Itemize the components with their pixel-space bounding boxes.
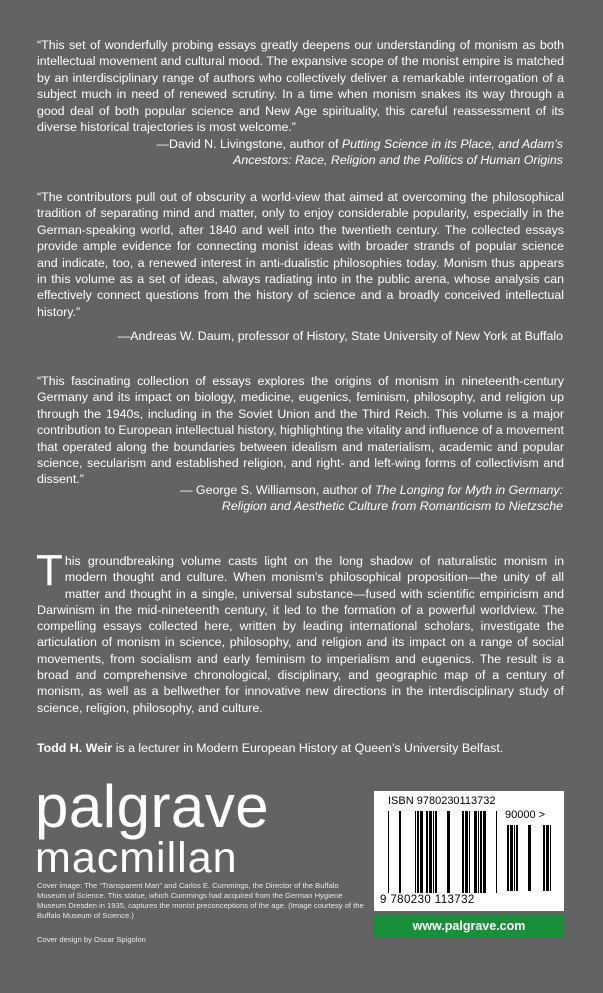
quote-2-attribution: [118, 328, 563, 344]
barcode-bar: [528, 825, 531, 891]
publisher-logo-palgrave: palgrave: [35, 773, 270, 840]
author-bio-text: is a lecturer in Modern European History at Queen’s University Belfast.: [112, 741, 504, 755]
barcode-bar: [417, 811, 419, 893]
barcode-bar: [478, 811, 479, 893]
barcode-block: [374, 791, 564, 911]
attribution-1-prefix: —David N. Livingstone, author of: [156, 137, 342, 151]
barcode-bar: [465, 811, 468, 893]
barcode-bar: [474, 811, 477, 893]
quote-1-text: “This set of wonderfully probing essays greatly deepens our understanding of monism as both intellectual movement and cultural mood. The expansive scope of the monist empire is matched by an interdisciplinary range of authors who collectively deliver a remarkable interrogation of a subject much in need of renewed scrutiny. In a time when monism snakes its way through a good deal of both popular science and New Age spirituality, this careful reassessment of its diverse historical trajectories is most welcome.”: [37, 38, 564, 135]
barcode-bar: [483, 811, 486, 893]
barcode-bar: [426, 811, 428, 893]
attribution-1-title-a: Putting Science in its Place, and Adam’s: [341, 137, 563, 151]
drop-cap: T: [36, 546, 63, 595]
quote-3-attribution: [180, 482, 563, 515]
barcode-bar: [496, 811, 497, 893]
quote-2-text: “The contributors pull out of obscurity a world-view that aimed at overcoming the philosophical tradition of separating mind and matter, only to enjoy considerable popularity, especially in the German-speaking world, after 1840 and well into the twentieth century. The collected essays provide ample evidence for connecting monist ideas with broader strands of popular science and indicate, too, a renewed interest in anti-dualistic philosophies today. Monism thus appears in this volume as a set of ideas, always radiating into in the public arena, whose analysis can effectively connect questions from the history of science and a broadly conceived intellectual history.”: [37, 190, 564, 319]
barcode-bar: [469, 811, 470, 893]
isbn-label: ISBN 9780230113732: [388, 795, 496, 807]
attribution-3-prefix: — George S. Williamson, author of: [180, 483, 375, 497]
attribution-3-title-a: The Longing for Myth in Germany:: [374, 483, 563, 497]
publisher-logo-macmillan: macmillan: [35, 834, 238, 882]
price-barcode-icon: [505, 825, 553, 891]
barcode-bar: [546, 825, 549, 891]
barcode-bar: [480, 811, 482, 893]
barcode-bar: [462, 811, 464, 893]
ean-digits: 9 780230 113732: [380, 894, 475, 906]
author-bio: [37, 740, 577, 756]
barcode-bar: [514, 825, 515, 891]
barcode-bar: [507, 825, 509, 891]
barcode-bar: [543, 825, 545, 891]
cover-design-credit: Cover design by Oscar Spigolon: [37, 935, 146, 944]
quote-3-text: “This fascinating collection of essays explores the origins of monism in nineteenth-century Germany and its impact on biology, medicine, eugenics, feminism, philosophy, and religion up through the 1940s, including in the Soviet Union and the Third Reich. This volume is a major contribution to European intellectual history, highlighting the vitality and influence of a movement that operated along the boundaries between idealism and materialism, academic and popular science, secularism and established religion, and right- and left-wing forms of collectivism and dissent.”: [37, 374, 564, 487]
quote-1-attribution: [157, 136, 563, 169]
barcode-bar: [399, 811, 401, 893]
isbn-barcode-icon: [388, 811, 500, 893]
attribution-2-text: —Andreas W. Daum, professor of History, State University of New York at Buffalo: [117, 329, 563, 343]
description-text: his groundbreaking volume casts light on the long shadow of naturalistic monism in modern thought and culture. When monism’s philosophical proposition—the unity of all matter and thought in a single, universal substance—fused with scientific empiricism and Darwinism in the mid-nineteenth century, it led to the formation of a powerful worldview. The compelling essays collected here, written by leading international scholars, investigate the articulation of monism in science, philosophy, and religion and its impact on a range of social movements, from socialism and early feminism to imperialism and eugenics. The result is a broad and comprehensive chronological, disciplinary, and geographic map of a century of monism, as well as a bellwether for innovative new directions in the interdisciplinary study of science, religion, philosophy, and culture.: [37, 554, 564, 715]
price-code: 90000 >: [505, 809, 546, 821]
barcode-bar: [433, 811, 434, 893]
barcode-bar: [420, 811, 423, 893]
barcode-bar: [447, 811, 450, 893]
quote-3: [37, 373, 564, 488]
barcode-bar: [429, 811, 432, 893]
author-name: Todd H. Weir: [37, 741, 113, 755]
barcode-bar: [516, 825, 518, 891]
barcode-bar: [388, 811, 389, 893]
cover-image-credit: Cover image: The “Transparent Man” and Carlos E. Cummings, the Director of the Buffalo Museum of Science. This statue, which Cummings had acquired from the German Hygiene Museum Dresden in 1935, captures the monist preconceptions of the age. (Image courtesy of the Buffalo Museum of Science.): [37, 881, 364, 920]
attribution-1-title-b: Ancestors: Race, Religion and the Politics of Human Origins: [233, 153, 563, 168]
barcode-bar: [510, 825, 513, 891]
barcode-bar: [435, 811, 437, 893]
publisher-url[interactable]: www.palgrave.com: [374, 915, 564, 938]
quote-1: [37, 37, 564, 135]
attribution-3-title-b: Religion and Aesthetic Culture from Romanticism to Nietzsche: [221, 499, 563, 514]
barcode-bar: [415, 811, 416, 893]
book-description: [36, 546, 564, 716]
quote-2: [37, 189, 564, 320]
barcode-bar: [550, 825, 551, 891]
